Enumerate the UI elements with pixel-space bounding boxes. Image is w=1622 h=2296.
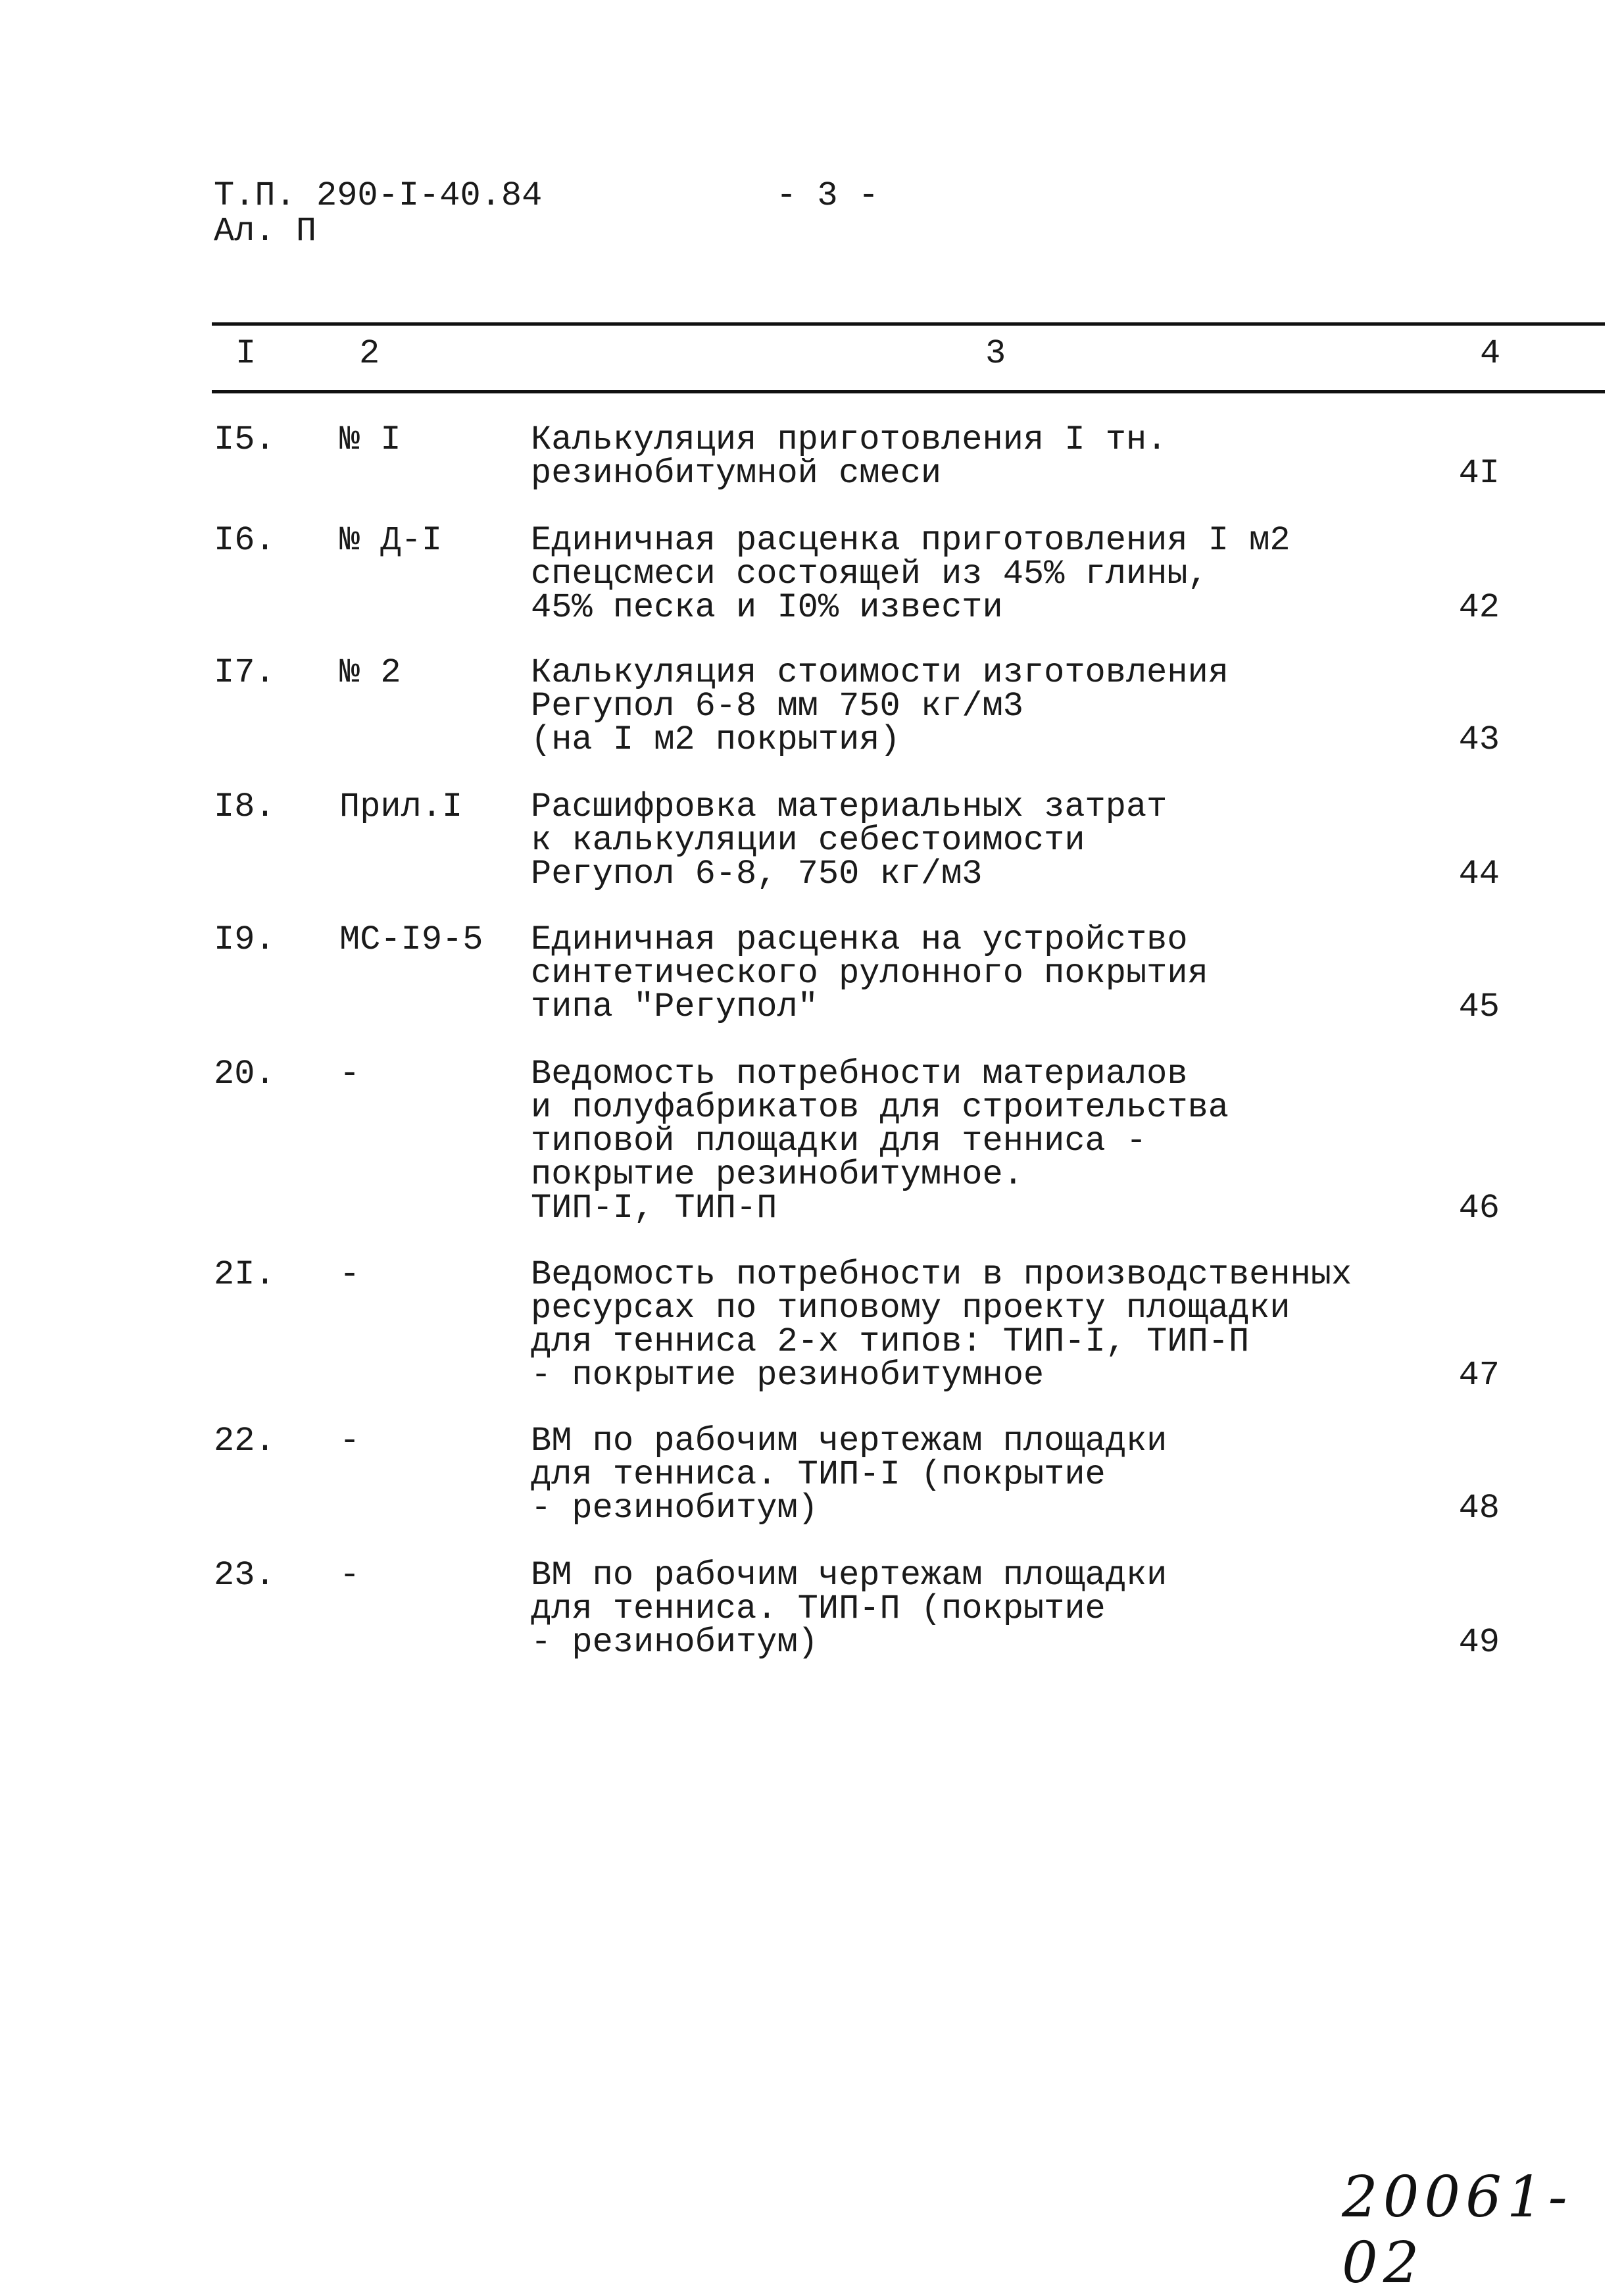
column-header-3: 3: [985, 334, 1006, 373]
description-line: и полуфабрикатов для строительства: [531, 1088, 1229, 1127]
document-code-cell: № Д-I: [339, 521, 443, 560]
document-code-cell: МС-I9-5: [339, 920, 483, 959]
row-number: I9.: [214, 920, 276, 959]
description-line: - покрытие резинобитумное: [531, 1356, 1044, 1395]
row-number: 22.: [214, 1422, 276, 1460]
sheet-number: 48: [1458, 1489, 1500, 1528]
sheet-number: 44: [1458, 855, 1500, 893]
document-code-cell: -: [339, 1422, 360, 1460]
description-line: Единичная расценка приготовления I м2: [531, 521, 1290, 560]
page-number: - 3 -: [776, 176, 879, 215]
sheet-number: 49: [1458, 1623, 1500, 1662]
table-header-rule: [212, 390, 1605, 393]
description-line: типа "Регупол": [531, 987, 818, 1026]
row-number: 20.: [214, 1055, 276, 1093]
description-cell: [531, 787, 1167, 893]
row-number: I5.: [214, 420, 276, 459]
description-line: Калькуляция стоимости изготовления: [531, 653, 1229, 692]
document-code-cell: № 2: [339, 653, 401, 692]
description-line: ВМ по рабочим чертежам площадки: [531, 1556, 1167, 1595]
description-line: Расшифровка материальных затрат: [531, 787, 1167, 826]
description-line: для тенниса. ТИП-П (покрытие: [531, 1589, 1106, 1628]
handwritten-number: 20061-02: [1342, 2164, 1573, 2296]
document-code: Т.П. 290-I-40.84: [214, 176, 543, 215]
sheet-number: 43: [1458, 720, 1500, 759]
description-cell: [531, 1556, 1167, 1662]
row-number: I7.: [214, 653, 276, 692]
row-number: 2I.: [214, 1255, 276, 1294]
description-cell: [531, 1422, 1167, 1528]
description-cell: [531, 1055, 1229, 1228]
description-line: - резинобитум): [531, 1623, 818, 1662]
description-line: Единичная расценка на устройство: [531, 920, 1188, 959]
sheet-number: 45: [1458, 987, 1500, 1026]
description-line: ВМ по рабочим чертежам площадки: [531, 1422, 1167, 1460]
description-line: покрытие резинобитумное.: [531, 1155, 1023, 1194]
description-line: 45% песка и I0% извести: [531, 588, 1003, 627]
description-line: резинобитумной смеси: [531, 454, 942, 493]
document-code-cell: -: [339, 1255, 360, 1294]
document-code-cell: № I: [339, 420, 401, 459]
sheet-number: 42: [1458, 588, 1500, 627]
document-code-cell: -: [339, 1055, 360, 1093]
description-line: синтетического рулонного покрытия: [531, 954, 1208, 993]
document-code-cell: -: [339, 1556, 360, 1595]
column-header-4: 4: [1480, 334, 1501, 373]
column-header-2: 2: [359, 334, 380, 373]
document-code-cell: Прил.I: [339, 787, 463, 826]
description-cell: [531, 521, 1290, 627]
description-line: - резинобитум): [531, 1489, 818, 1528]
description-cell: [531, 920, 1208, 1026]
description-line: Калькуляция приготовления I тн.: [531, 420, 1167, 459]
description-line: (на I м2 покрытия): [531, 720, 900, 759]
row-number: 23.: [214, 1556, 276, 1595]
description-line: типовой площадки для тенниса -: [531, 1122, 1147, 1160]
description-line: ресурсах по типовому проекту площадки: [531, 1289, 1290, 1328]
description-cell: [531, 420, 1167, 493]
description-line: Ведомость потребности в производственных: [531, 1255, 1352, 1294]
description-line: к калькуляции себестоимости: [531, 821, 1085, 860]
album-label: Ал. П: [214, 212, 317, 251]
sheet-number: 47: [1458, 1356, 1500, 1395]
description-line: для тенниса 2-х типов: ТИП-I, ТИП-П: [531, 1322, 1250, 1361]
description-line: Ведомость потребности материалов: [531, 1055, 1188, 1093]
table-top-rule: [212, 322, 1605, 326]
description-line: спецсмеси состоящей из 45% глины,: [531, 555, 1208, 593]
row-number: I6.: [214, 521, 276, 560]
row-number: I8.: [214, 787, 276, 826]
description-line: Регупол 6-8 мм 750 кг/м3: [531, 687, 1023, 726]
description-line: ТИП-I, ТИП-П: [531, 1189, 777, 1228]
sheet-number: 46: [1458, 1189, 1500, 1228]
description-cell: [531, 653, 1229, 759]
column-header-1: I: [235, 334, 257, 373]
description-line: для тенниса. ТИП-I (покрытие: [531, 1455, 1106, 1494]
description-line: Регупол 6-8, 750 кг/м3: [531, 855, 983, 893]
sheet-number: 4I: [1458, 454, 1500, 493]
description-cell: [531, 1255, 1352, 1395]
